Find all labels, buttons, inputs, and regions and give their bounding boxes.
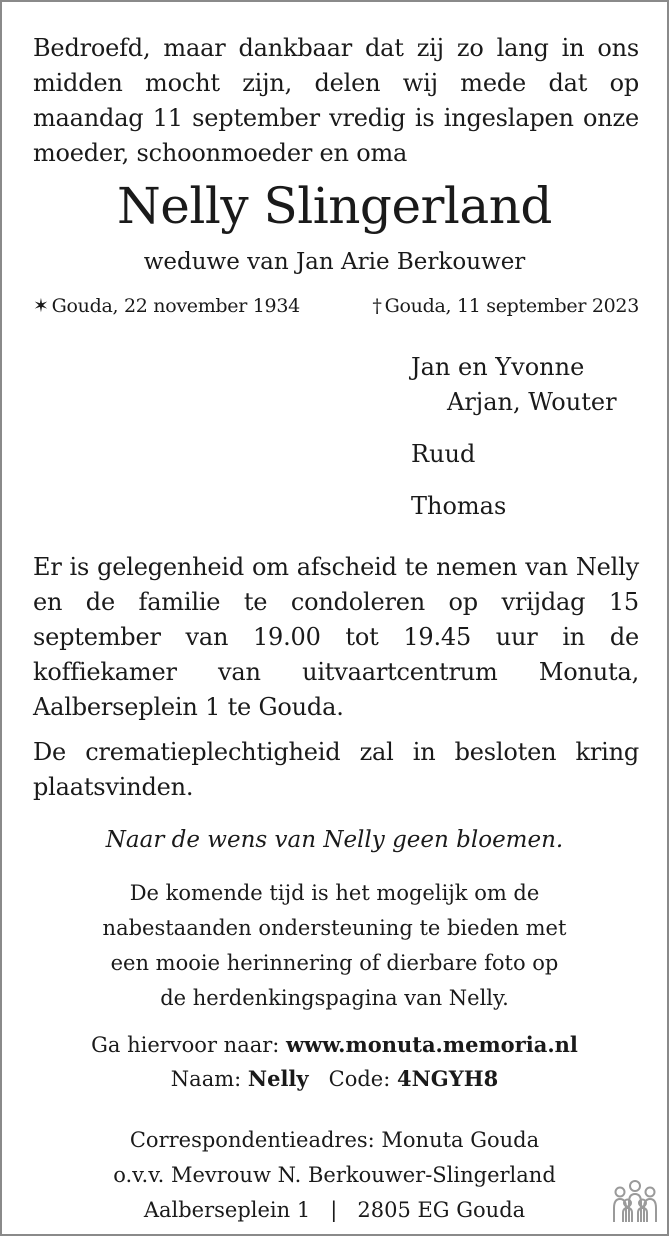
access-code: 4NGYH8 [397,1066,499,1091]
correspondence-address: Correspondentieadres: Monuta Gouda o.v.v. Mevrouw N. Berkouwer-Slingerland Aalberseplein 1 | 2805 EG Gouda [113,1128,556,1222]
condolence-text: Er is gelegenheid om afscheid te nemen van Nelly en de familie te condoleren op vrijdag 15 september van 19.00 tot 19.45 uur in de koffiekamer van uitvaartcentrum Monuta, Aalberseplein 1 te Gouda. [33,553,639,721]
website-line: Ga hiervoor naar: www.monuta.memoria.nl [91,1032,578,1057]
cremation-text: De crematieplechtigheid zal in besloten kring plaatsvinden. [33,738,639,801]
website-link[interactable]: www.monuta.memoria.nl [286,1032,578,1057]
memorial-text: De komende tijd is het mogelijk om de nabestaanden ondersteuning te bieden met een mooie herinnering of dierbare foto op de herdenkingspagina van Nelly. [102,881,567,1010]
star-icon: ✶ [33,295,49,317]
access-line: Naam: Nelly Code: 4NGYH8 [170,1066,499,1091]
death-date: † Gouda, 11 september 2023 [372,295,639,317]
cross-icon: † [372,295,382,317]
family-people-icon [610,1178,660,1224]
flowers-note: Naar de wens van Nelly geen bloemen. [105,827,564,853]
life-dates [33,292,639,320]
access-name: Nelly [247,1066,309,1091]
family-member: Jan en Yvonne [411,353,585,381]
family-children: Arjan, Wouter [447,388,617,416]
intro-text: Bedroefd, maar dankbaar dat zij zo lang in ons midden mocht zijn, delen wij mede dat op maandag 11 september vredig is ingeslapen onze moeder, schoonmoeder en oma [33,34,639,167]
family-member: Thomas [411,492,507,520]
widow-of: weduwe van Jan Arie Berkouwer [143,249,526,275]
birth-date: ✶ Gouda, 22 november 1934 [33,295,300,317]
deceased-name: Nelly Slingerland [117,177,552,235]
family-member: Ruud [411,440,476,468]
